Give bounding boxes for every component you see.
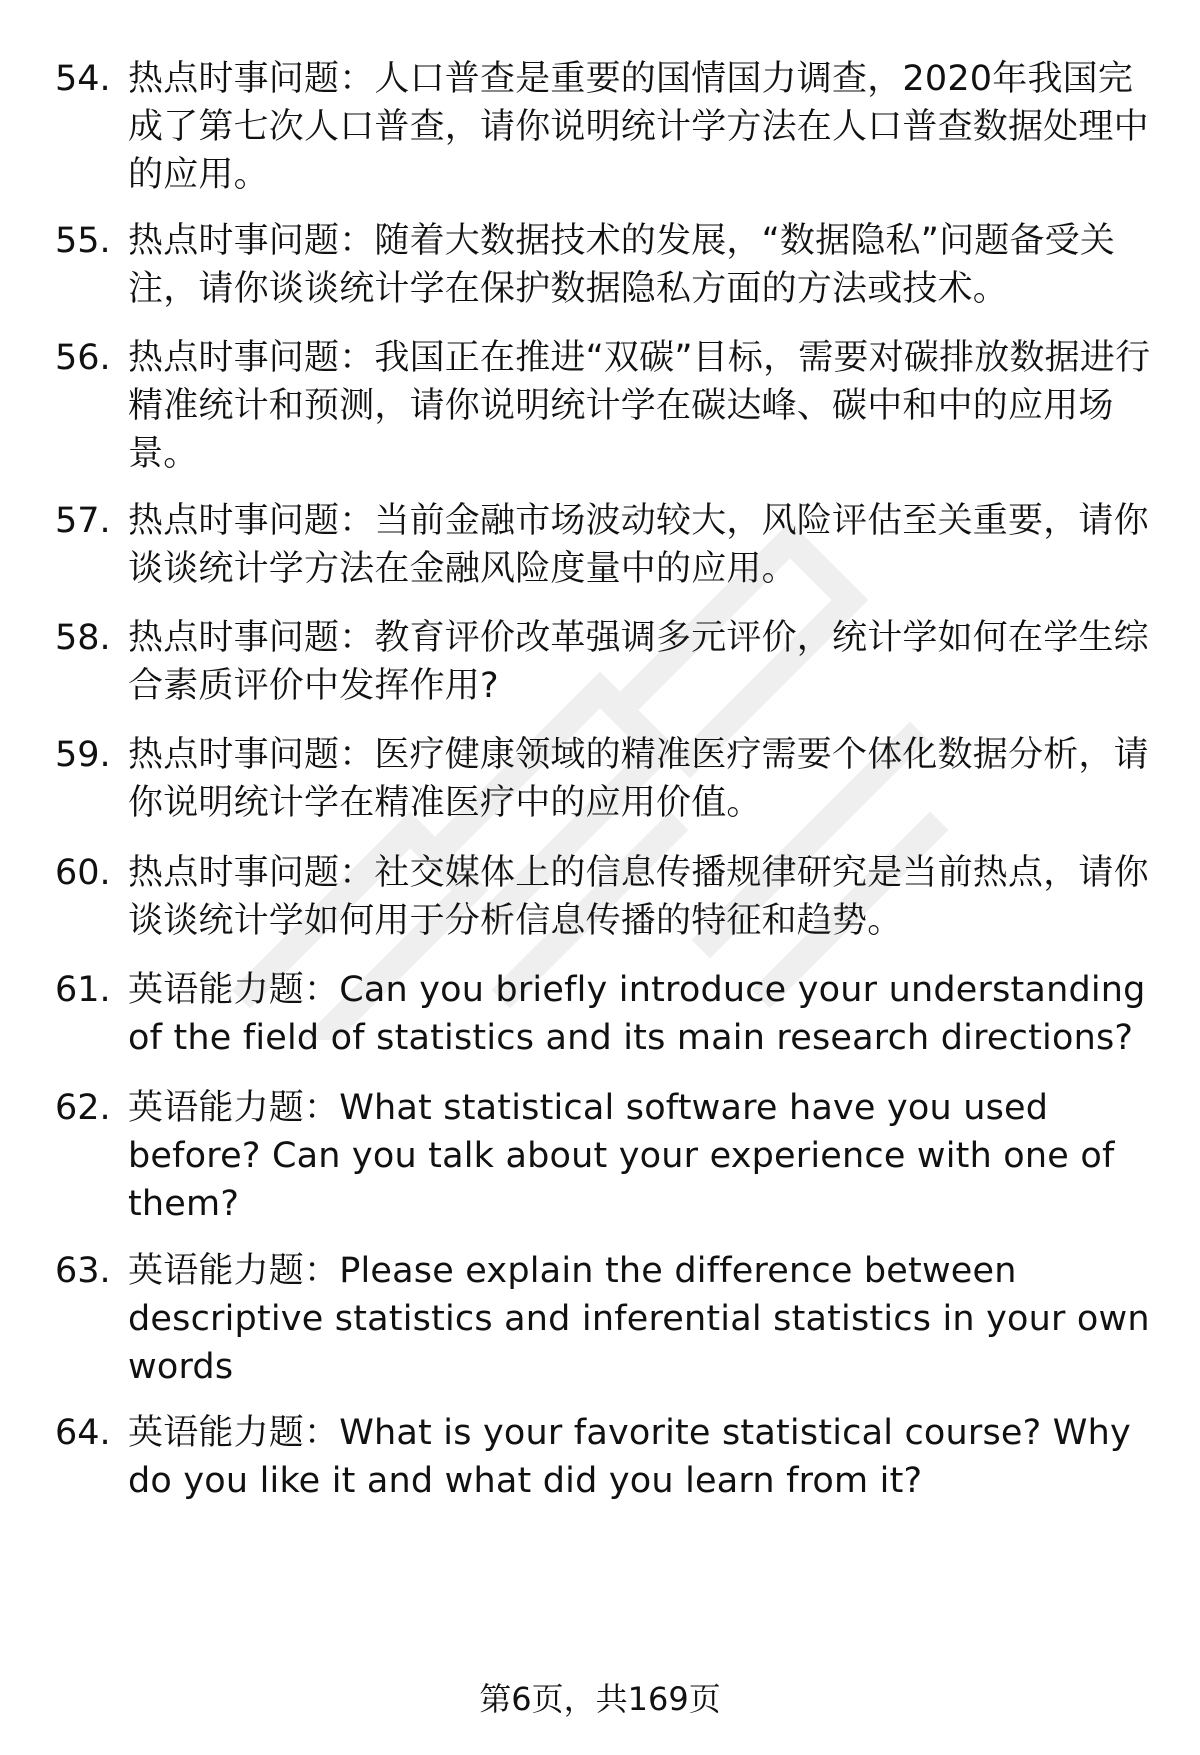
- list-item: [55, 966, 1155, 1062]
- question-text: 热点时事问题：教育评价改革强调多元评价，统计学如何在学生综合素质评价中发挥作用?: [128, 618, 1149, 706]
- question-text: 英语能力题：What statistical software have you used before? Can you talk about your experience with one of them?: [128, 1088, 1115, 1224]
- list-item: [55, 334, 1155, 478]
- list-item: [55, 1409, 1155, 1505]
- question-number: 60.: [55, 853, 111, 893]
- question-number: 55.: [55, 221, 111, 261]
- list-item: [55, 614, 1155, 710]
- question-text: 热点时事问题：我国正在推进“双碳”目标，需要对碳排放数据进行精准统计和预测，请你说明统计学在碳达峰、碳中和中的应用场景。: [128, 338, 1151, 474]
- question-text: 英语能力题：Please explain the difference between descriptive statistics and inferential statistics in your own words: [128, 1251, 1150, 1387]
- question-number: 62.: [55, 1088, 111, 1128]
- question-number: 64.: [55, 1413, 111, 1453]
- question-number: 56.: [55, 338, 111, 378]
- question-number: 58.: [55, 618, 111, 658]
- list-item: [55, 217, 1155, 313]
- list-item: [55, 1247, 1155, 1391]
- question-number: 54.: [55, 59, 111, 99]
- list-item: [55, 1084, 1155, 1228]
- question-text: 热点时事问题：随着大数据技术的发展，“数据隐私”问题备受关注，请你谈谈统计学在保护数据隐私方面的方法或技术。: [128, 221, 1116, 309]
- list-item: [55, 55, 1155, 199]
- question-number: 61.: [55, 970, 111, 1010]
- question-text: 热点时事问题：人口普查是重要的国情国力调查，2020年我国完成了第七次人口普查，请你说明统计学方法在人口普查数据处理中的应用。: [128, 59, 1149, 195]
- list-item: [55, 849, 1155, 945]
- question-text: 热点时事问题：社交媒体上的信息传播规律研究是当前热点，请你谈谈统计学如何用于分析信息传播的特征和趋势。: [128, 853, 1149, 941]
- question-number: 63.: [55, 1251, 111, 1291]
- question-text: 热点时事问题：医疗健康领域的精准医疗需要个体化数据分析，请你说明统计学在精准医疗中的应用价值。: [128, 735, 1149, 823]
- question-number: 57.: [55, 501, 111, 541]
- question-number: 59.: [55, 735, 111, 775]
- question-text: 热点时事问题：当前金融市场波动较大，风险评估至关重要，请你谈谈统计学方法在金融风险度量中的应用。: [128, 501, 1149, 589]
- question-text: 英语能力题：What is your favorite statistical course? Why do you like it and what did you learn from it?: [128, 1413, 1131, 1501]
- question-text: 英语能力题：Can you briefly introduce your understanding of the field of statistics and its main research directions?: [128, 970, 1146, 1058]
- list-item: [55, 497, 1155, 593]
- page-footer: 第6页，共169页: [479, 1680, 721, 1718]
- list-item: [55, 731, 1155, 827]
